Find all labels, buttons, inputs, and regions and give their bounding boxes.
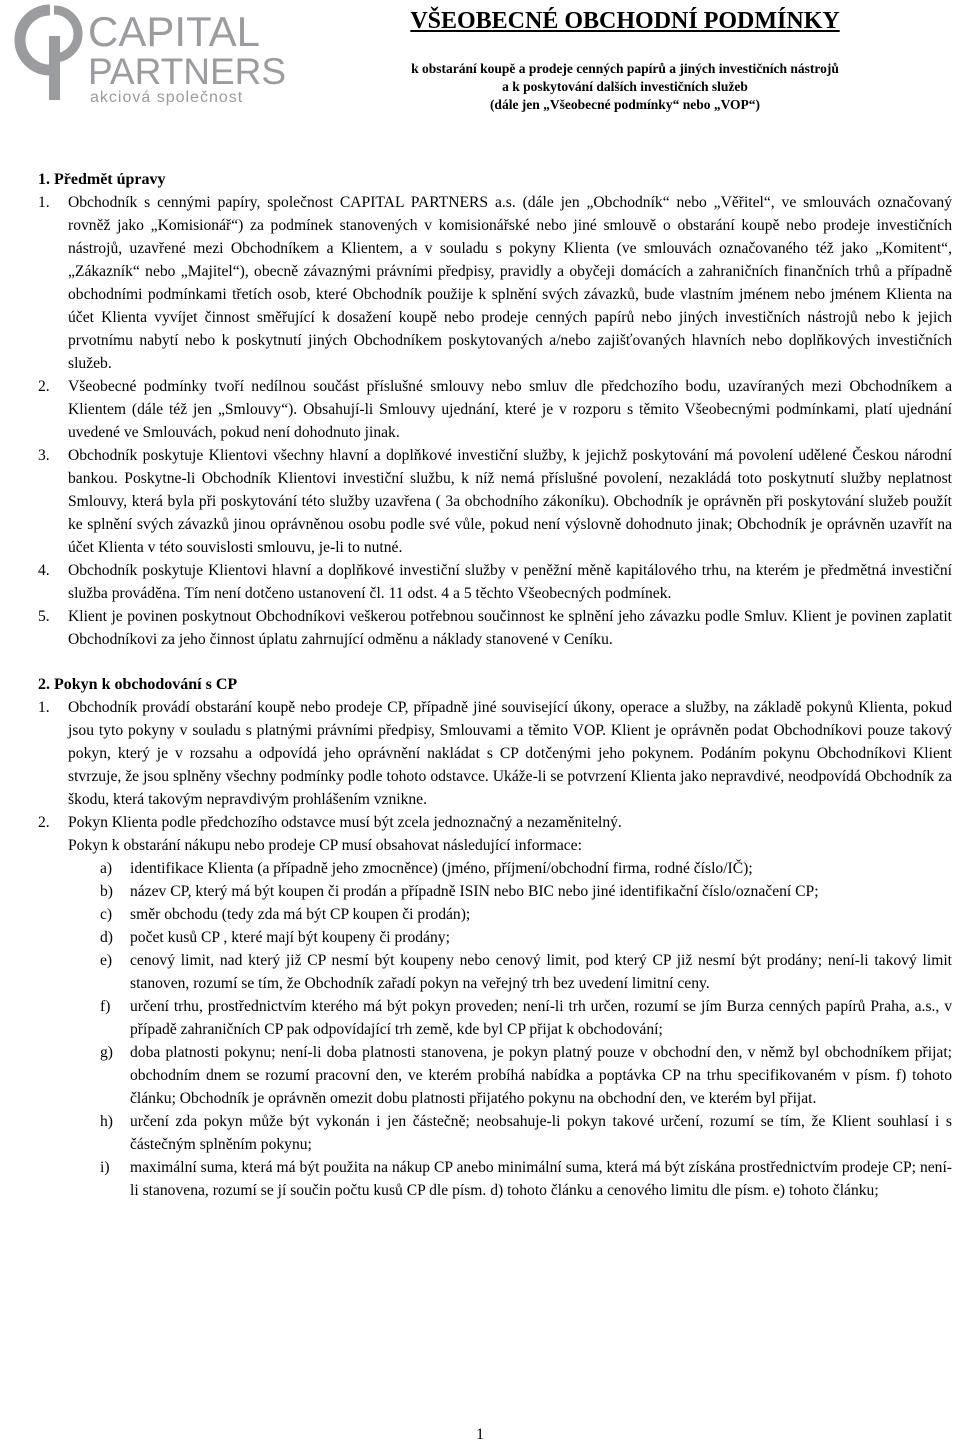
document-header (290, 6, 960, 114)
paragraph-text: Obchodník poskytuje Klientovi všechny hlavní a doplňkové investiční služby, k jejichž poskytování má povolení udělené Českou národní bankou. Poskytne-li Obchodník Klientovi investiční službu, k níž nemá příslušné povolení, nezakládá toto poskytnutí služby neplatnost Smlouvy, která byla při poskytování této služby uzavřena ( 3a obchodního zákoníku). Obchodník je oprávněn při poskytování služeb použít ke splnění svých závazků jinou oprávněnou osobu podle své vůle, pokud není výslovně dohodnuto jinak; Obchodník je oprávněn uzavřít na účet Klienta v této souvislosti smlouvu, je-li to nutné. (68, 447, 952, 556)
list-letter: d) (100, 929, 113, 946)
section-2-heading: 2. Pokyn k obchodování s CP (38, 676, 238, 693)
list-item (38, 1110, 952, 1156)
list-letter: a) (100, 860, 113, 877)
section-1-paragraph-3 (38, 444, 952, 559)
list-text: identifikace Klienta (a případně jeho zmocněnce) (jméno, příjmení/obchodní firma, rodné číslo/IČ); (130, 860, 753, 877)
section-1-paragraph-2 (38, 375, 952, 444)
section-2-paragraph-1 (38, 696, 952, 811)
paragraph-text: Obchodník poskytuje Klientovi hlavní a doplňkové investiční služby v peněžní měně kapitálového trhu, na kterém je předmětná investiční služba prováděna. Tím není dotčeno ustanovení čl. 11 odst. 4 a 5 těchto Všeobecných podmínek. (68, 562, 952, 602)
paragraph-number: 2. (38, 814, 50, 831)
svg-text:PARTNERS: PARTNERS (88, 51, 287, 92)
list-letter: g) (100, 1044, 113, 1061)
document-subtitle (290, 60, 960, 114)
paragraph-number: 5. (38, 608, 50, 625)
list-item (38, 903, 952, 926)
paragraph-number: 2. (38, 378, 50, 395)
svg-text:akciová společnost: akciová společnost (90, 89, 244, 106)
paragraph-number: 1. (38, 194, 50, 211)
list-letter: c) (100, 906, 113, 923)
paragraph-text: Obchodník provádí obstarání koupě nebo prodeje CP, případně jiné související úkony, operace a služby, na základě pokynů Klienta, pokud jsou tyto pokyny v souladu s platnými právními předpisy, Smlouvami a těmito VOP. Klient je oprávněn podat Obchodníkovi pouze takový pokyn, který je v rozsahu a odpovídá jeho oprávnění nakládat s CP dotčenými jeho pokynem. Podáním pokynu Obchodníkovi Klient stvrzuje, že jsou splněny všechny podmínky podle tohoto odstavce. Ukáže-li se potvrzení Klienta jako nepravdivé, neodpovídá Obchodník za škodu, která takovým nepravdivým prohlášením vznikne. (68, 699, 952, 808)
paragraph-text: Klient je povinen poskytnout Obchodníkovi veškerou potřebnou součinnost ke splnění jeho závazku podle Smluv. Klient je povinen zaplatit Obchodníkovi za jeho činnost úplatu zahrnující odměnu a náklady stanovené v Ceníku. (68, 608, 952, 648)
order-requirements-intro: Pokyn k obstarání nákupu nebo prodeje CP musí obsahovat následující informace: (68, 837, 582, 854)
list-item (38, 1041, 952, 1110)
svg-text:CAPITAL: CAPITAL (88, 8, 260, 55)
list-item (38, 995, 952, 1041)
list-letter: i) (100, 1159, 110, 1176)
paragraph-number: 4. (38, 562, 50, 579)
section-1-paragraph-5 (38, 605, 952, 651)
document-title: VŠEOBECNÉ OBCHODNÍ PODMÍNKY (410, 8, 840, 34)
list-text: určení trhu, prostřednictvím kterého má být pokyn proveden; není-li trh určen, rozumí se jím Burza cenných papírů Praha, a.s., v případě zahraničních CP pak odpovídající trh země, kde byl CP přijat k obchodování; (130, 998, 952, 1038)
document-body (38, 168, 952, 1202)
list-letter: f) (100, 998, 111, 1015)
list-text: počet kusů CP , které mají být koupeny či prodány; (130, 929, 450, 946)
list-text: směr obchodu (tedy zda má být CP koupen či prodán); (130, 906, 471, 923)
list-item (38, 949, 952, 995)
list-text: název CP, který má být koupen či prodán a případně ISIN nebo BIC nebo jiné identifikační číslo/označení CP; (130, 883, 819, 900)
list-item (38, 857, 952, 880)
section-2-paragraph-2 (38, 811, 952, 834)
section-1-paragraph-1 (38, 191, 952, 375)
list-text: doba platnosti pokynu; není-li doba platnosti stanovena, je pokyn platný pouze v obchodní den, v němž byl obchodníkem přijat; obchodním dnem se rozumí pracovní den, ve kterém probíhá nabídka a poptávka CP na trhu specifikovaném v písm. f) tohoto článku; Obchodník je oprávněn omezit dobu platnosti přijatého pokynu na obchodní den, ve kterém byl přijat. (130, 1044, 952, 1107)
company-logo (10, 6, 287, 106)
paragraph-text: Obchodník s cennými papíry, společnost CAPITAL PARTNERS a.s. (dále jen „Obchodník“ nebo „Věřitel“, ve smlouvách označovaný rovněž jako „Komisionář“) za podmínek stanovených v komisionářské nebo jiné smlouvě o obstarání koupě nebo prodeje investičních nástrojů, uzavřené mezi Obchodníkem a Klientem, a v souladu s pokyny Klienta (ve smlouvách označovaného též jako „Komitent“, „Zákazník“ nebo „Majitel“), obecně závaznými právními předpisy, pravidly a obyčeji domácích a zahraničních finančních trhů a případně obchodními podmínkami třetích osob, které Obchodník použije k splnění svých závazků, bude vlastním jménem nebo jménem Klienta na účet Klienta vyvíjet činnost směřující k dosažení koupě nebo prodeje cenných papírů nebo jiných investičních nástrojů nebo k jejich prvotnímu nabytí nebo k poskytnutí jiných Obchodníkem poskytovaných a/nebo zajišťovaných hlavních nebo doplňkových investičních služeb. (68, 194, 952, 372)
paragraph-text: Všeobecné podmínky tvoří nedílnou součást příslušné smlouvy nebo smluv dle předchozího bodu, uzavíraných mezi Obchodníkem a Klientem (dále též jen „Smlouvy“). Obsahují-li Smlouvy ujednání, které je v rozporu s těmito Všeobecnými podmínkami, platí ujednání uvedené ve Smlouvách, pokud není dohodnuto jinak. (68, 378, 952, 441)
list-item (38, 880, 952, 903)
subtitle-line-1: k obstarání koupě a prodeje cenných papírů a jiných investičních nástrojů (411, 61, 839, 76)
list-text: maximální suma, která má být použita na nákup CP anebo minimální suma, která má být získána prostřednictvím prodeje CP; není-li stanovena, rozumí se jí součin počtu kusů CP dle písm. d) tohoto článku a cenového limitu dle písm. e) tohoto článku; (130, 1159, 952, 1199)
capital-partners-logo-icon (10, 6, 287, 106)
paragraph-number: 1. (38, 699, 50, 716)
list-item (38, 926, 952, 949)
list-letter: h) (100, 1113, 113, 1130)
paragraph-text: Pokyn Klienta podle předchozího odstavce musí být zcela jednoznačný a nezaměnitelný. (68, 814, 622, 831)
paragraph-number: 3. (38, 447, 50, 464)
list-text: cenový limit, nad který již CP nesmí být koupeny nebo cenový limit, pod který CP již nesmí být prodány; není-li takový limit stanoven, rozumí se tím, že Obchodník zařadí pokyn na veřejný trh bez uvedení limitní ceny. (130, 952, 952, 992)
section-1-heading: 1. Předmět úpravy (38, 171, 166, 188)
list-item (38, 1156, 952, 1202)
list-text: určení zda pokyn může být vykonán i jen částečně; neobsahuje-li pokyn takové určení, rozumí se tím, že Klient souhlasí i s částečným splněním pokynu; (130, 1113, 952, 1153)
page-number: 1 (476, 1426, 484, 1443)
subtitle-line-2: a k poskytování dalších investičních služeb (502, 79, 748, 94)
list-letter: b) (100, 883, 113, 900)
subtitle-line-3: (dále jen „Všeobecné podmínky“ nebo „VOP“) (489, 97, 761, 112)
list-letter: e) (100, 952, 113, 969)
section-1-paragraph-4 (38, 559, 952, 605)
